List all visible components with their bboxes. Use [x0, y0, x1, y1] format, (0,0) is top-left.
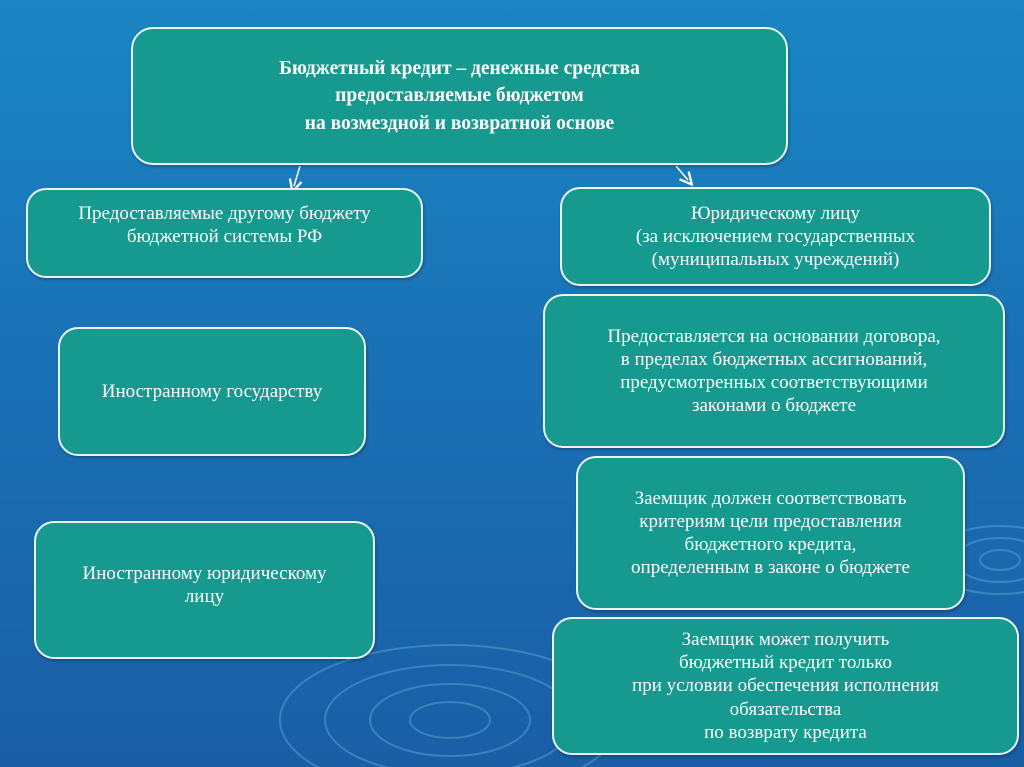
foreign-legal-entity-box: Иностранному юридическому лицу — [34, 521, 375, 659]
borrower-security-box: Заемщик может получить бюджетный кредит только при условии обеспечения исполнения обязательства по возврату кредита — [552, 617, 1019, 755]
legal-entity-box: Юридическому лицу (за исключением государственных (муниципальных учреждений) — [560, 187, 991, 286]
foreign-state-box: Иностранному государству — [58, 327, 366, 456]
other-budget-box: Предоставляемые другому бюджету бюджетной системы РФ — [26, 188, 423, 278]
arrow-to-right-branch — [676, 166, 688, 180]
borrower-criteria-box: Заемщик должен соответствовать критериям цели предоставления бюджетного кредита, определенным в законе о бюджете — [576, 456, 965, 610]
budget-credit-definition-box: Бюджетный кредит – денежные средства предоставляемые бюджетом на возмездной и возвратной основе — [131, 27, 788, 165]
contract-basis-box: Предоставляется на основании договора, в пределах бюджетных ассигнований, предусмотренных соответствующими законами о бюджете — [543, 294, 1005, 448]
arrow-to-left-branch — [294, 166, 300, 186]
